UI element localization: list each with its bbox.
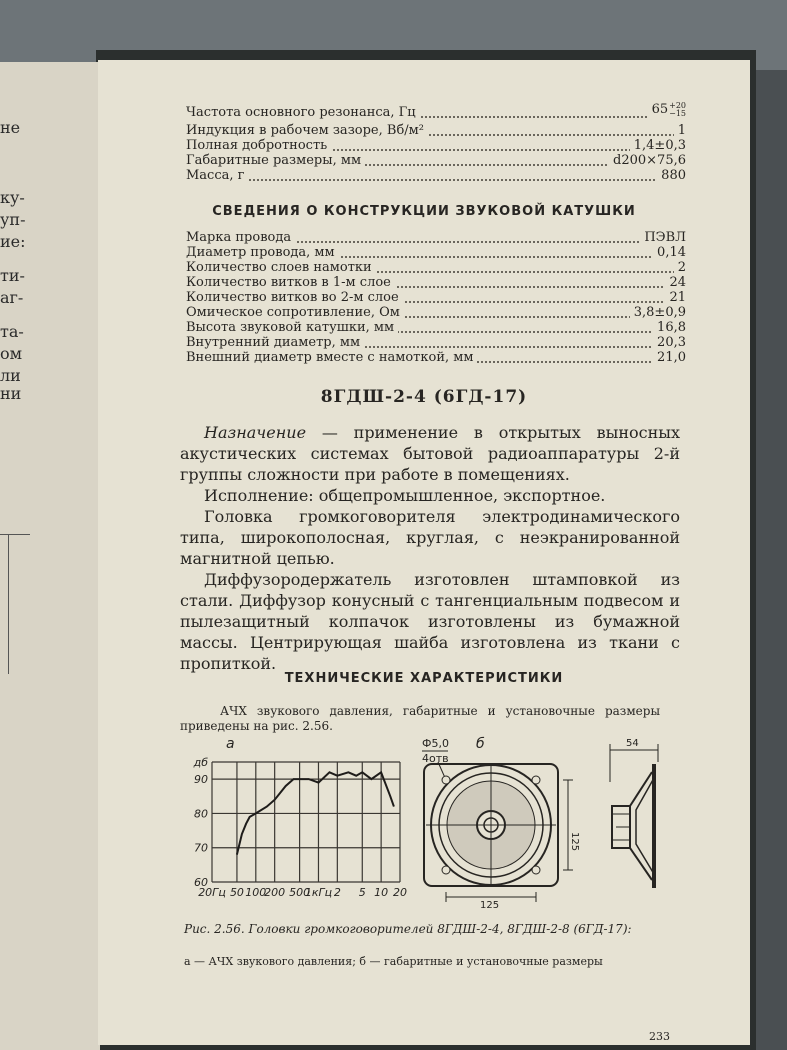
spec-row <box>186 305 686 320</box>
spec-row <box>186 335 686 350</box>
spec-value: 20,3 <box>653 335 686 350</box>
dimension-54: 54 <box>626 738 639 749</box>
spec-row <box>186 320 686 335</box>
mounting-hole <box>532 776 540 784</box>
hole-note-count: 4отв <box>422 752 449 765</box>
spec-label: Внешний диаметр вместе с намоткой, мм <box>186 350 477 365</box>
figure-caption <box>184 922 684 937</box>
left-page-fragment: та- <box>0 322 24 341</box>
x-tick-label: 50 <box>229 886 244 899</box>
left-page-rule <box>8 534 9 674</box>
frequency-response-chart <box>176 732 408 902</box>
book-page <box>98 60 750 1045</box>
x-tick-label: 5 <box>358 886 366 899</box>
y-tick-label: 70 <box>194 841 208 855</box>
model-title: 8ГДШ-2-4 (6ГД-17) <box>320 387 528 407</box>
left-page-fragment: аг- <box>0 288 24 307</box>
spec-row <box>186 260 686 275</box>
execution-paragraph: Исполнение: общепромышленное, экспортное. <box>204 486 606 505</box>
spec-label: Количество витков во 2-м слое <box>186 290 403 305</box>
spec-label: Индукция в рабочем зазоре, Вб/м² <box>186 123 428 138</box>
speaker-side-drawing <box>596 732 676 910</box>
tech-intro: АЧХ звукового давления, габаритные и установочные размеры приведены на рис. 2.56. <box>180 704 660 733</box>
spec-row <box>186 123 686 138</box>
spec-row <box>186 290 686 305</box>
spec-value: 16,8 <box>653 320 686 335</box>
spec-label: Количество витков в 1-м слое <box>186 275 395 290</box>
speaker-front-drawing <box>408 732 588 910</box>
spec-row <box>186 153 686 168</box>
left-page-fragment: ли <box>0 366 21 385</box>
spec-label: Внутренний диаметр, мм <box>186 335 364 350</box>
left-page <box>0 62 100 1050</box>
spec-value: 3,8±0,9 <box>630 305 686 320</box>
spec-label: Количество слоев намотки <box>186 260 376 275</box>
construction-paragraph: Диффузородержатель изготовлен штамповкой из стали. Диффузор конусный с тангенциальным подвесом и пылезащитный колпачок изготовлены из бумажной массы. Центрирующая шайба изготовлена из ткани с пропиткой. <box>180 570 680 673</box>
left-page-rule <box>0 534 30 535</box>
y-tick-label: 60 <box>194 876 208 889</box>
page-number: 233 <box>649 1030 670 1043</box>
spec-row <box>186 138 686 153</box>
mounting-hole <box>442 866 450 874</box>
spec-value: ПЭВЛ <box>640 230 686 245</box>
purpose-label: Назначение <box>204 423 307 442</box>
mounting-hole <box>532 866 540 874</box>
y-tick-label: 90 <box>194 773 208 787</box>
section-heading-coil: СВЕДЕНИЯ О КОНСТРУКЦИИ ЗВУКОВОЙ КАТУШКИ <box>212 204 636 219</box>
purpose-text: — применение в открытых выносных акустических системах бытовой радиоаппаратуры 2-й группы сложности при работе в помещениях. <box>180 423 680 484</box>
main-specs-table <box>186 101 686 183</box>
x-tick-label: 200 <box>264 886 286 899</box>
y-tick-label: 80 <box>194 807 208 821</box>
spec-value: 21 <box>665 290 686 305</box>
spec-row <box>186 350 686 365</box>
spec-value: 1,4±0,3 <box>630 138 686 153</box>
left-page-fragment: уп- <box>0 210 26 229</box>
spec-label: Масса, г <box>186 168 248 183</box>
left-page-fragment: ом <box>0 344 23 363</box>
spec-label: Габаритные размеры, мм <box>186 153 365 168</box>
x-tick-label: 1кГц <box>304 886 333 899</box>
x-tick-label: 20Гц <box>198 886 226 899</box>
spec-row <box>186 101 686 123</box>
mounting-hole <box>442 776 450 784</box>
spec-value-main: 65 <box>651 102 669 117</box>
spec-label: Полная добротность <box>186 138 331 153</box>
x-tick-label: 20 <box>393 886 407 899</box>
left-page-fragment: ку- <box>0 188 25 207</box>
figure-label-a: а <box>226 736 235 752</box>
figure-caption-legend: а — АЧХ звукового давления; б — габаритные и установочные размеры <box>184 955 603 968</box>
left-page-fragment: ие: <box>0 232 26 251</box>
left-page-fragment: не <box>0 118 21 137</box>
section-heading-tech: ТЕХНИЧЕСКИЕ ХАРАКТЕРИСТИКИ <box>284 671 564 686</box>
tolerance-upper: +20 <box>669 101 686 110</box>
spec-row <box>186 168 686 183</box>
coil-specs-table <box>186 230 686 365</box>
spec-row <box>186 275 686 290</box>
tolerance-lower: −15 <box>669 109 686 118</box>
figure-caption-text: Рис. 2.56. Головки громкоговорителей 8ГДШ-2-4, 8ГДШ-2-8 (6ГД-17): <box>184 922 632 936</box>
dimension-125-vertical: 125 <box>569 832 580 852</box>
spec-value <box>648 102 686 118</box>
left-page-fragment: ни <box>0 384 22 403</box>
spec-value: 21,0 <box>653 350 686 365</box>
spec-row <box>186 230 686 245</box>
y-tick-label: дб <box>193 756 208 769</box>
description-paragraph: Головка громкоговорителя электродинамического типа, широкополосная, круглая, с неэкранированной магнитной цепью. <box>180 507 680 568</box>
spec-row <box>186 245 686 260</box>
x-tick-label: 500 <box>289 886 311 899</box>
spec-label: Марка провода <box>186 230 295 245</box>
spec-label: Диаметр провода, мм <box>186 245 339 260</box>
x-tick-label: 2 <box>333 886 341 899</box>
x-tick-label: 100 <box>245 886 267 899</box>
dimension-125-horizontal: 125 <box>480 900 500 910</box>
spec-label: Омическое сопротивление, Ом <box>186 305 404 320</box>
spec-label: Высота звуковой катушки, мм <box>186 320 398 335</box>
spec-label: Частота основного резонанса, Гц <box>186 105 420 120</box>
spec-value: 0,14 <box>653 245 686 260</box>
left-page-fragment: ти- <box>0 266 25 285</box>
spec-value: 880 <box>657 168 686 183</box>
spec-value: d200×75,6 <box>609 153 686 168</box>
hole-note-diameter: Ф5,0 <box>422 737 449 750</box>
figure-label-b: б <box>476 736 485 752</box>
spec-value: 2 <box>674 260 686 275</box>
spec-value: 24 <box>665 275 686 290</box>
x-tick-label: 10 <box>374 886 389 899</box>
spec-value: 1 <box>674 123 686 138</box>
purpose-paragraph <box>180 422 680 485</box>
